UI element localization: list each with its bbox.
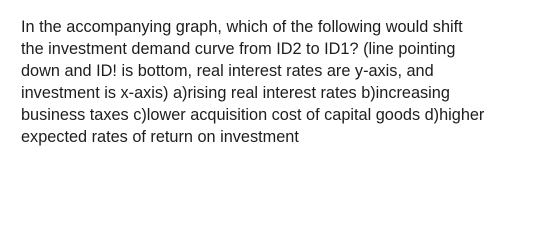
- question-text: In the accompanying graph, which of the following would shift the investment demand curve from ID2 to ID1? (line pointing down and ID! is bottom, real interest rates are y-axis, and investment is x-axis) a)rising real interest rates b)increasing business taxes c)lower acquisition cost of capital goods d)higher expected rates of return on investment: [21, 18, 485, 146]
